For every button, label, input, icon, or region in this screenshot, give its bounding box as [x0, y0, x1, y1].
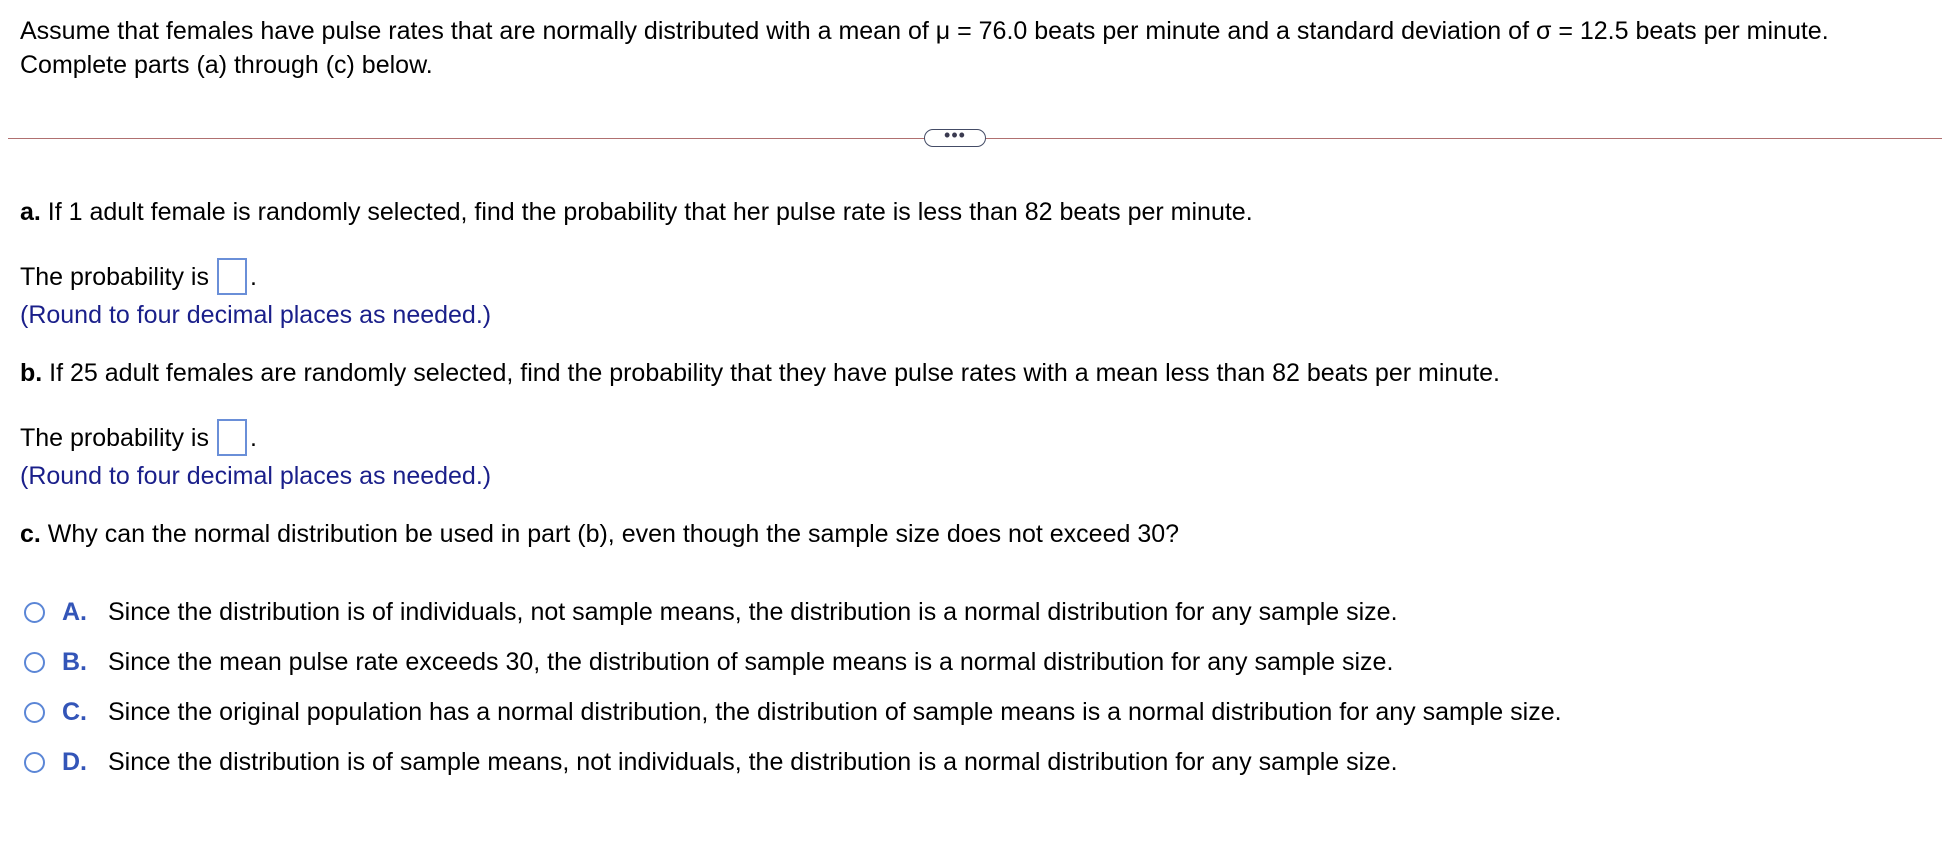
option-d[interactable]	[24, 746, 1398, 778]
option-a-radio[interactable]	[24, 602, 45, 623]
part-b-answer-line	[20, 419, 257, 456]
option-a-text: Since the distribution is of individuals, not sample means, the distribution is a normal distribution for any sample size.	[108, 598, 1398, 626]
part-a-answer-prefix: The probability is	[20, 262, 209, 291]
option-b-radio[interactable]	[24, 652, 45, 673]
option-d-text: Since the distribution is of sample means, not individuals, the distribution is a normal distribution for any sample size.	[108, 748, 1398, 776]
part-a-answer-input[interactable]	[217, 258, 247, 295]
option-b[interactable]	[24, 646, 1393, 678]
problem-statement	[20, 14, 1920, 82]
option-b-text: Since the mean pulse rate exceeds 30, the distribution of sample means is a normal distribution for any sample size.	[108, 648, 1394, 676]
part-a-answer-suffix: .	[249, 262, 257, 291]
option-d-radio[interactable]	[24, 752, 45, 773]
part-a-answer-line	[20, 258, 257, 295]
option-c-radio[interactable]	[24, 702, 45, 723]
part-a-rounding-hint: (Round to four decimal places as needed.)	[20, 301, 492, 329]
option-a[interactable]	[24, 596, 1398, 628]
expand-more-button[interactable]	[924, 124, 986, 147]
option-d-letter: D.	[62, 748, 87, 776]
part-c-letter: c.	[20, 520, 41, 548]
part-c-question-text: Why can the normal distribution be used in part (b), even though the sample size does not exceed 30?	[40, 520, 1180, 548]
option-b-letter: B.	[62, 648, 87, 676]
part-b-letter: b.	[20, 359, 43, 387]
option-a-letter: A.	[62, 598, 87, 626]
option-c-letter: C.	[62, 698, 87, 726]
part-a-question	[20, 196, 1253, 228]
problem-statement-line-1: Assume that females have pulse rates that are normally distributed with a mean of μ = 76.0 beats per minute and a standard deviation of σ = 12.5 beats per minute.	[20, 17, 1829, 45]
problem-statement-line-2: Complete parts (a) through (c) below.	[20, 51, 433, 79]
part-b-question-text: If 25 adult females are randomly selected, find the probability that they have pulse rates with a mean less than 82 beats per minute.	[42, 359, 1500, 387]
part-b-question	[20, 357, 1500, 389]
part-b-answer-input[interactable]	[217, 419, 247, 456]
ellipsis-icon: •••	[944, 124, 966, 145]
part-a-letter: a.	[20, 198, 41, 226]
part-a-question-text: If 1 adult female is randomly selected, find the probability that her pulse rate is less than 82 beats per minute.	[40, 198, 1253, 226]
part-b-rounding-hint: (Round to four decimal places as needed.)	[20, 462, 492, 490]
part-b-answer-suffix: .	[249, 423, 257, 452]
option-c-text: Since the original population has a normal distribution, the distribution of sample means is a normal distribution for any sample size.	[108, 698, 1562, 726]
option-c[interactable]	[24, 696, 1562, 728]
part-c-question	[20, 518, 1179, 550]
part-b-answer-prefix: The probability is	[20, 423, 209, 452]
